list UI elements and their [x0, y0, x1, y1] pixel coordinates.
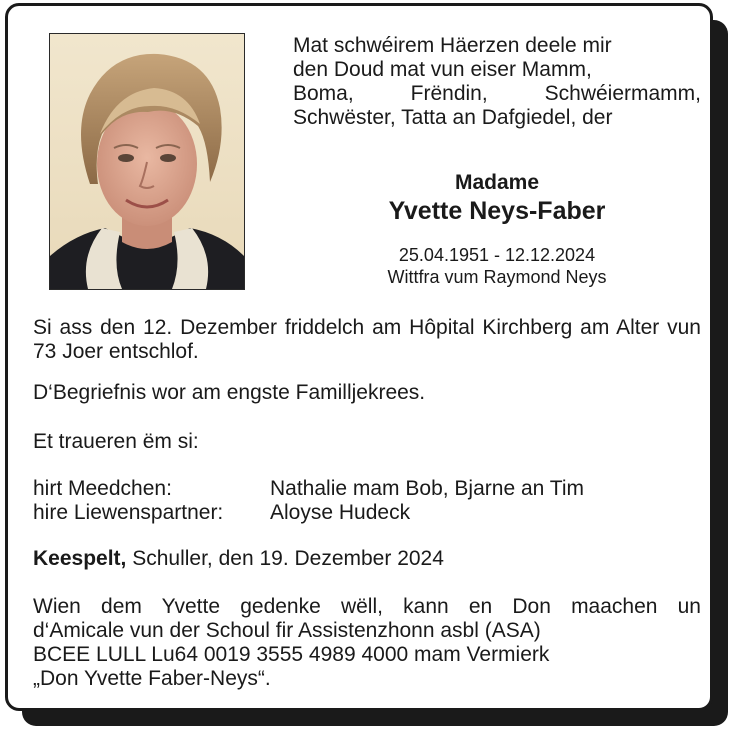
donation-line: d‘Amicale vun der Schoul fir Assistenzhonn asbl (ASA)	[33, 619, 541, 642]
intro-line: Mat schwéirem Häerzen deele mir	[293, 34, 612, 57]
donation-note	[33, 595, 701, 691]
mourner-names: Nathalie mam Bob, Bjarne an Tim	[270, 477, 584, 500]
name-block	[293, 170, 701, 226]
honorific: Madame	[454, 171, 540, 194]
mourner-row	[33, 477, 701, 501]
mourners-intro: Et traueren ëm si:	[33, 430, 199, 453]
mourners-list	[33, 477, 701, 525]
intro-line: Boma, Frëndin, Schwéiermamm,	[293, 82, 701, 105]
obituary-notice	[5, 3, 713, 711]
donation-line: „Don Yvette Faber-Neys“.	[33, 667, 271, 690]
intro-line: den Doud mat vun eiser Mamm,	[293, 58, 592, 81]
place-and-date	[33, 547, 701, 571]
place-name: Keespelt,	[33, 547, 127, 570]
mourner-role: hirt Meedchen:	[33, 477, 172, 500]
funeral-note: D‘Begriefnis wor am engste Familljekrees.	[33, 381, 426, 404]
mourner-names: Aloyse Hudeck	[270, 501, 411, 524]
death-announcement: Si ass den 12. Dezember friddelch am Hôpital Kirchberg am Alter vun 73 Joer entschlof.	[33, 316, 701, 363]
dates-block	[293, 244, 701, 288]
intro-line: Schwëster, Tatta an Dafgiedel, der	[293, 106, 613, 129]
mourner-row	[33, 501, 701, 525]
intro-text	[293, 34, 701, 130]
portrait-photo	[49, 33, 245, 290]
widow-of: Wittfra vum Raymond Neys	[387, 267, 607, 287]
mourner-role: hire Liewenspartner:	[33, 501, 224, 524]
life-dates: 25.04.1951 - 12.12.2024	[398, 245, 596, 265]
deceased-name: Yvette Neys-Faber	[388, 197, 606, 225]
date-line: Schuller, den 19. Dezember 2024	[126, 547, 444, 570]
donation-line: BCEE LULL Lu64 0019 3555 4989 4000 mam Vermierk	[33, 643, 550, 666]
donation-line: Wien dem Yvette gedenke wëll, kann en Don maachen un	[33, 595, 701, 618]
